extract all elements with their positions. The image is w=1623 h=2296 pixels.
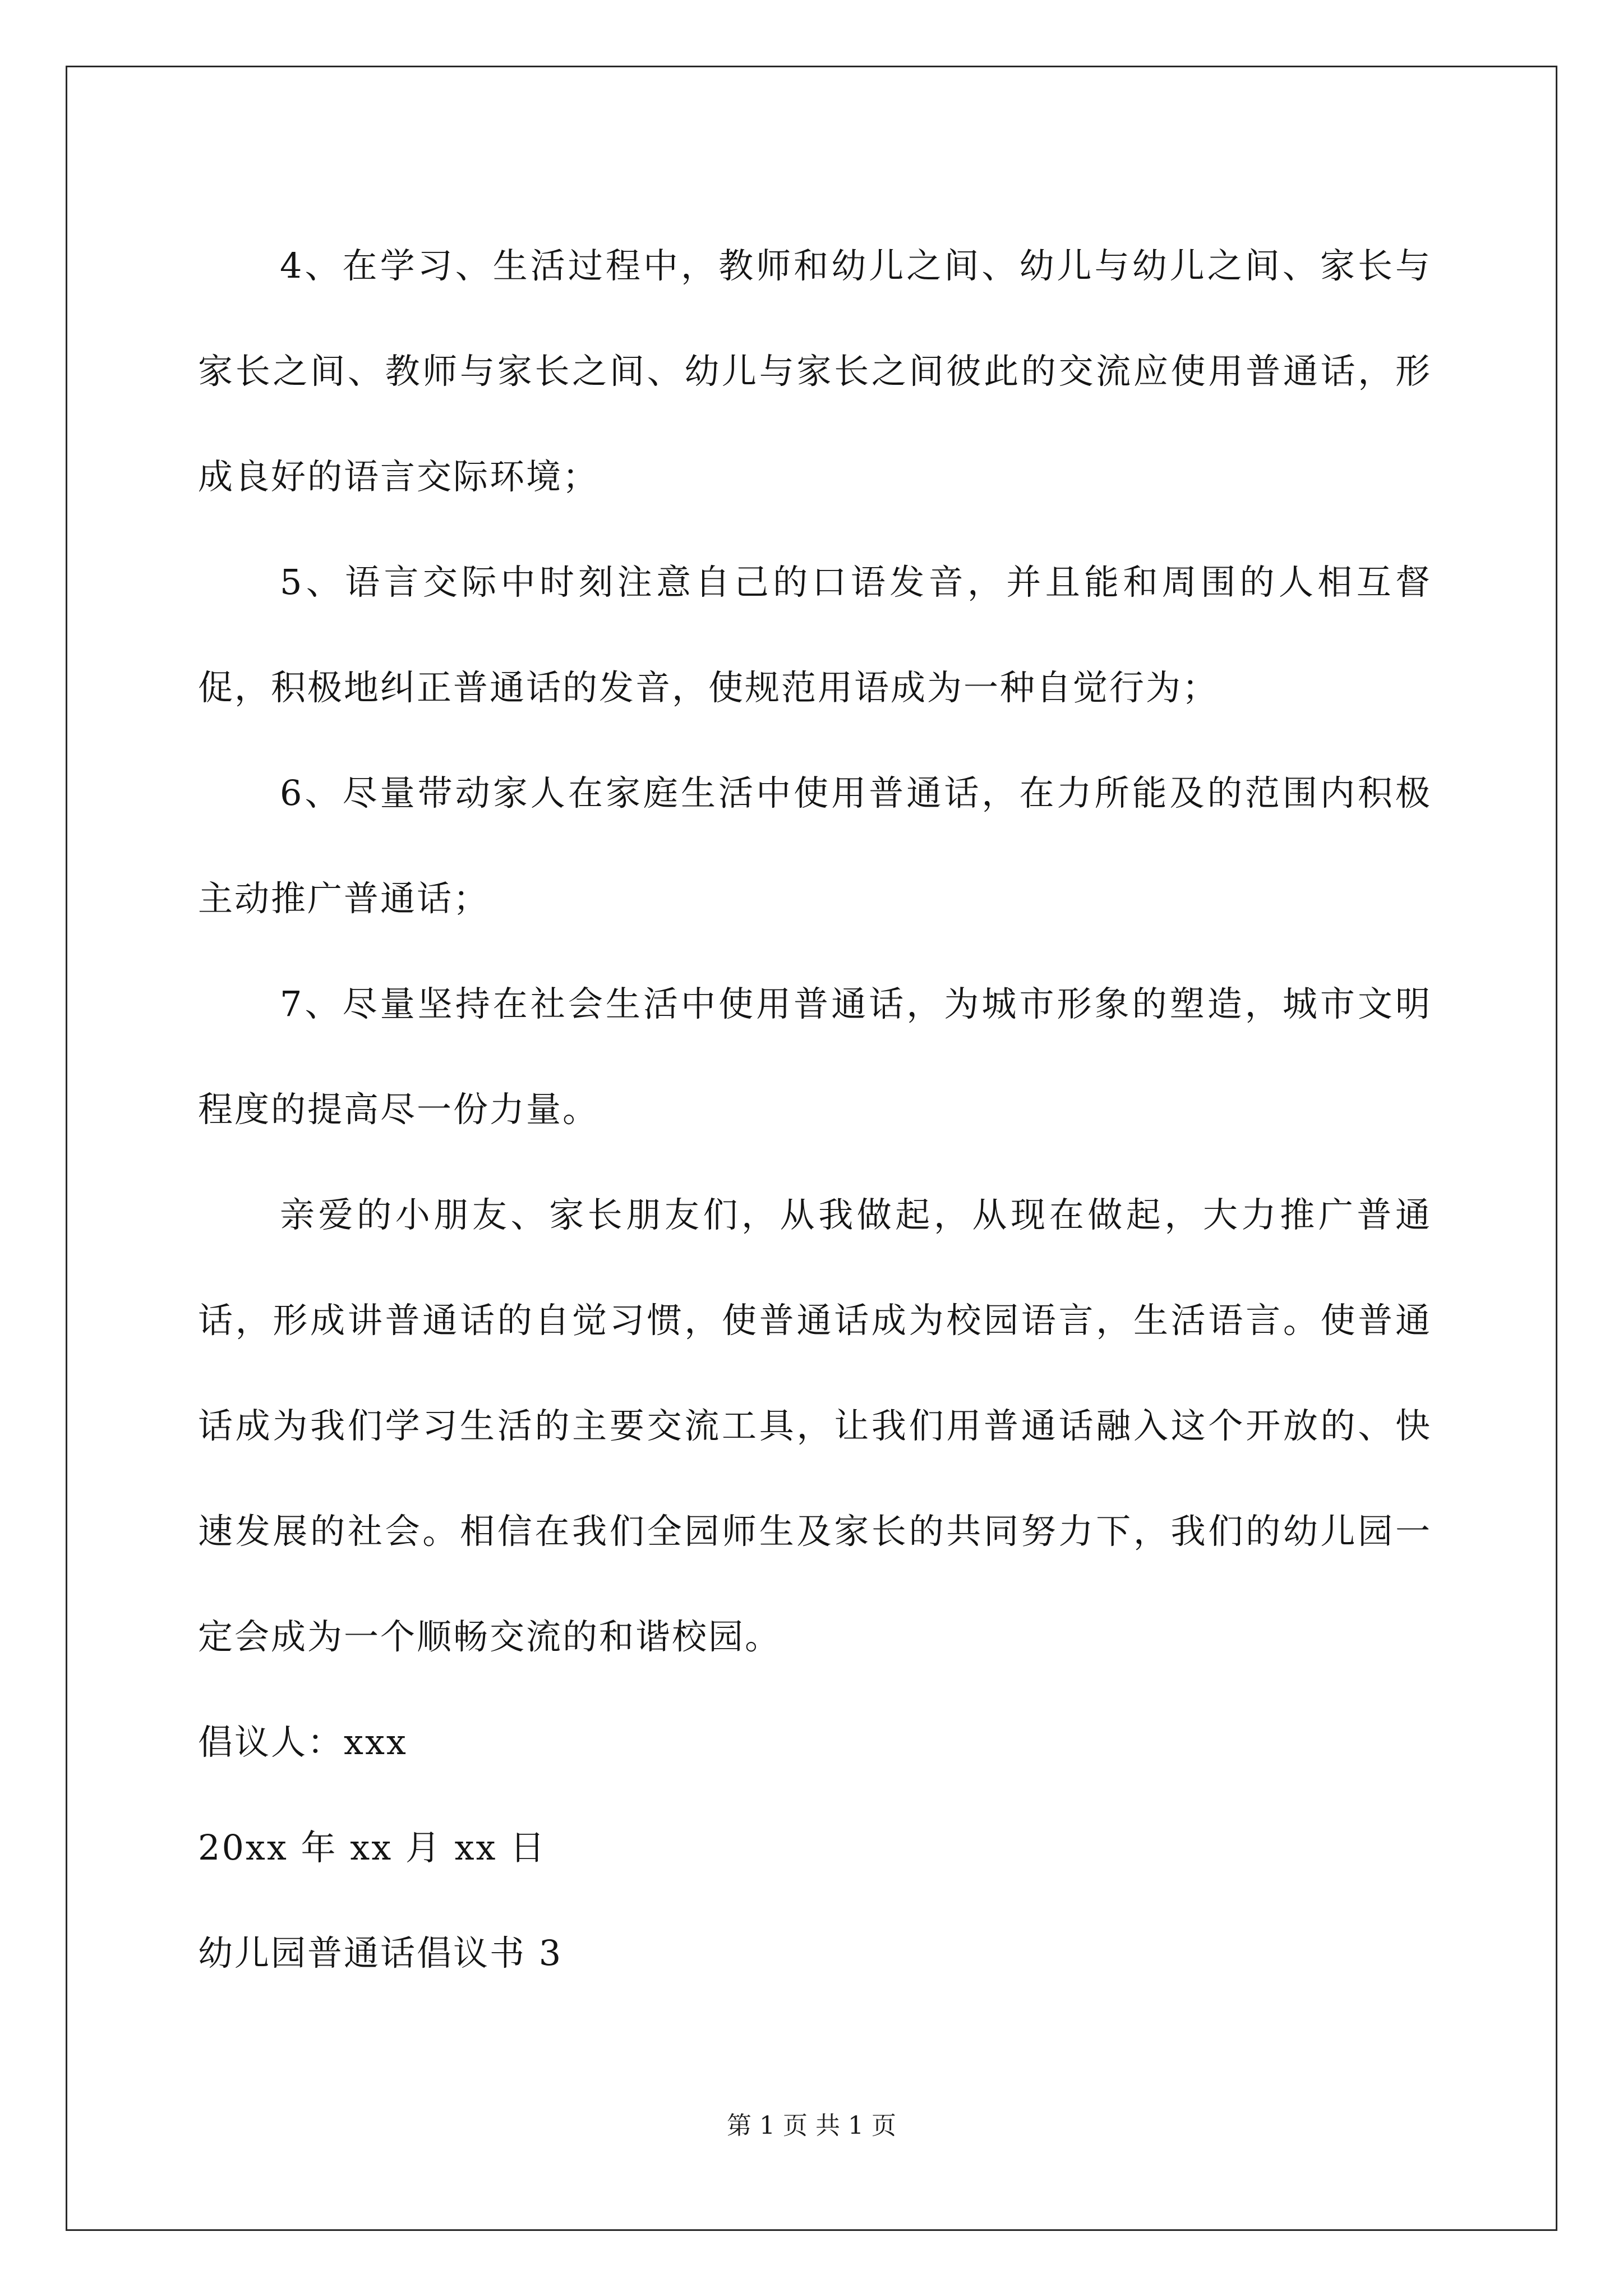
signature: 倡议人：xxx [198, 1722, 408, 1763]
date-line: 20xx 年 xx 月 xx 日 [198, 1827, 547, 1868]
document-body [198, 213, 1432, 2006]
page-footer: 第 1 页 共 1 页 [727, 2111, 896, 2140]
closing-paragraph: 亲爱的小朋友、家长朋友们，从我做起，从现在做起，大力推广普通话，形成讲普通话的自觉习惯，使普通话成为校园语言，生活语言。使普通话成为我们学习生活的主要交流工具，让我们用普通话融入这个开放的、快速发展的社会。相信在我们全园师生及家长的共同努力下，我们的幼儿园一定会成为一个顺畅交流的和谐校园。 [198, 1194, 1432, 1657]
paragraph-item-4: 4、在学习、生活过程中，教师和幼儿之间、幼儿与幼儿之间、家长与家长之间、教师与家长之间、幼儿与家长之间彼此的交流应使用普通话，形成良好的语言交际环境； [198, 245, 1432, 497]
paragraph-item-6: 6、尽量带动家人在家庭生活中使用普通话，在力所能及的范围内积极主动推广普通话； [198, 772, 1432, 919]
next-section-heading: 幼儿园普通话倡议书 3 [198, 1932, 563, 1973]
paragraph-item-7: 7、尽量坚持在社会生活中使用普通话，为城市形象的塑造，城市文明程度的提高尽一份力量。 [198, 983, 1432, 1130]
paragraph-item-5: 5、语言交际中时刻注意自己的口语发音，并且能和周围的人相互督促，积极地纠正普通话的发音，使规范用语成为一种自觉行为； [198, 562, 1432, 708]
